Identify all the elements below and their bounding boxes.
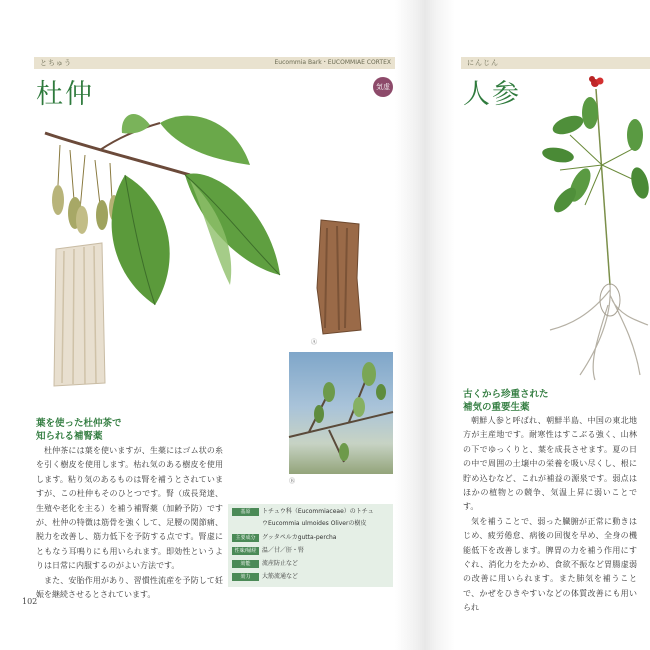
- bark-inner-illustration: [52, 243, 107, 388]
- left-title: 杜仲: [36, 79, 94, 110]
- info-label-origin: 基原: [232, 508, 259, 516]
- page-number: 102: [22, 597, 38, 606]
- info-label-blank: [232, 520, 259, 528]
- right-paragraph-1: 朝鮮人参と呼ばれ、朝鮮半島、中国の東北地方が主産地です。耐寒性はすこぶる強く、山林の下でゆっくりと、葉を成長させます。夏の日の中で周囲の土壌中の栄養を吸い尽くし、根に貯め込むなど、これが補益の源泉です。弱点はほかの植物との競争、気温上昇に弱いことです。: [463, 416, 637, 512]
- left-header-english: Eucommia Bark・EUCOMMIAE CORTEX: [274, 59, 391, 66]
- right-title: 人参: [463, 79, 521, 110]
- info-text-origin: トチュウ科（Eucommiaceae）のトチュ: [262, 508, 374, 515]
- qi-deficiency-badge: 気虚: [373, 77, 393, 97]
- left-body-text: [36, 444, 223, 602]
- info-label-components: 主要成分: [232, 534, 259, 542]
- info-row-effect: [232, 573, 298, 581]
- info-row-origin-cont: [232, 520, 366, 528]
- right-paragraph-2: 気を補うことで、弱った臓腑が正常に動きはじめ、疲労倦怠、病後の回復を早め、全身の機能低下を改善します。脾胃の力を補う作用にすぐれ、消化力をたかめ、食欲不振など胃腸虚弱の改善に用いられます。また肺気を補うことで、かぜをひきやすいなどの体質改善にも用いられ: [463, 516, 637, 613]
- info-label-nature: 性味/帰経: [232, 547, 259, 555]
- info-label-efficacy: 効能: [232, 560, 259, 568]
- info-text-origin-cont: ウEucommia ulmoides Oliverの樹皮: [262, 520, 367, 527]
- info-text-nature: 温／甘／肝・腎: [262, 547, 305, 554]
- plate-label-a: Ⓐ: [311, 339, 318, 346]
- right-header-band: [461, 57, 650, 69]
- info-row-efficacy: [232, 560, 298, 568]
- eucommia-photo: [289, 352, 393, 474]
- book-gutter: [395, 0, 455, 650]
- info-text-effect: 大筋流通など: [262, 573, 299, 580]
- info-row-components: [232, 534, 336, 542]
- left-header-band: [34, 57, 395, 69]
- info-text-efficacy: 流産防止など: [262, 560, 299, 567]
- info-label-effect: 効力: [232, 573, 259, 581]
- info-text-components: グッタペルカgutta-percha: [262, 534, 337, 541]
- right-subheading-line-2: 補気の重要生薬: [463, 402, 530, 413]
- plate-label-b: Ⓑ: [289, 478, 296, 485]
- left-paragraph-1: 杜仲茶には葉を使いますが、生薬にはゴム状の糸を引く樹皮を使用します。枯れ気のある樹皮を使用します。粘り気のあるものは腎を補うとされていますが、この杜仲もそのひとつです。腎（成長発達、生殖や老化を主る）を補う補腎薬（加齢予防）ですが、杜仲の特徴は筋骨を強くして、足腰の関節痛、脱力を改善し、筋力低下を予防する点です。腎虚にともなう耳鳴りにも用いられます。即効性というよりは日常に内服するのがよい方法です。: [36, 446, 223, 571]
- bark-outer-illustration: [313, 218, 363, 336]
- right-subheading: [463, 388, 549, 414]
- info-row-origin: [232, 508, 374, 516]
- left-header-reading: とちゅう: [40, 59, 72, 67]
- left-subheading-line-2: 知られる補腎薬: [36, 431, 103, 442]
- right-body-text: [463, 414, 637, 613]
- right-subheading-line-1: 古くから珍重された: [463, 389, 549, 400]
- info-box: [228, 504, 393, 587]
- right-header-reading: にんじん: [467, 59, 499, 67]
- ginseng-plant-illustration: [540, 75, 650, 385]
- left-paragraph-2: また、安胎作用があり、習慣性流産を予防して妊娠を継続させるとされています。: [36, 575, 223, 600]
- left-subheading-line-1: 葉を使った杜仲茶で: [36, 418, 122, 429]
- info-row-nature: [232, 547, 304, 555]
- left-subheading: [36, 417, 122, 443]
